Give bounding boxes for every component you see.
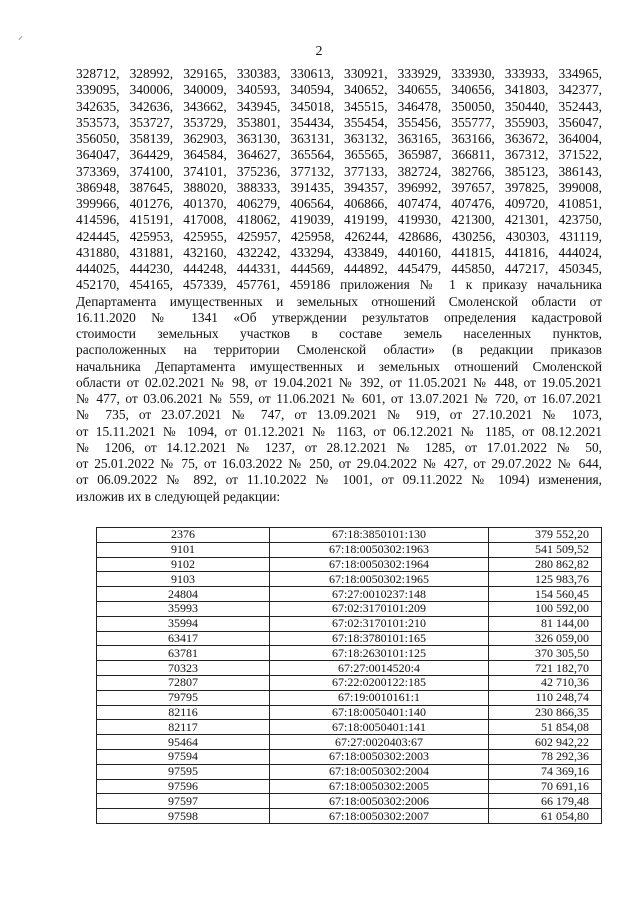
row-number-cell: 97596: [97, 779, 270, 794]
cadastral-value-cell: 110 248,74: [489, 690, 602, 705]
row-number-cell: 9101: [97, 542, 270, 557]
document-body-text: [76, 66, 602, 505]
cadastral-value-cell: 81 144,00: [489, 616, 602, 631]
cadastral-value-cell: 70 691,16: [489, 779, 602, 794]
cadastral-value-cell: 230 866,35: [489, 705, 602, 720]
table-row: [97, 646, 602, 661]
cadastral-value-cell: 154 560,45: [489, 587, 602, 602]
cadastral-number-cell: 67:02:3170101:209: [270, 601, 489, 616]
cadastral-number-cell: 67:27:0014520:4: [270, 661, 489, 676]
cadastral-number-cell: 67:18:0050302:1965: [270, 572, 489, 587]
body-text-line: 364047, 364429, 364584, 364627, 365564, 365565, 365987, 366811, 367312, 371522,: [76, 147, 602, 163]
row-number-cell: 95464: [97, 735, 270, 750]
cadastral-number-cell: 67:27:0010237:148: [270, 587, 489, 602]
row-number-cell: 82117: [97, 720, 270, 735]
table-row: [97, 616, 602, 631]
body-text-line: области от 02.02.2021 № 98, от 19.04.2021 № 392, от 11.05.2021 № 448, от 19.05.2021: [76, 374, 602, 390]
table-row: [97, 631, 602, 646]
cadastral-value-cell: 602 942,22: [489, 735, 602, 750]
body-text-line: 339095, 340006, 340009, 340593, 340594, 340652, 340655, 340656, 341803, 342377,: [76, 82, 602, 98]
body-text-line: 342635, 342636, 343662, 343945, 345018, 345515, 346478, 350050, 350440, 352443,: [76, 98, 602, 114]
cadastral-number-cell: 67:18:0050302:2006: [270, 794, 489, 809]
body-text-line: Департамента имущественных и земельных отношений Смоленской области от: [76, 293, 602, 309]
body-text-line: 373369, 374100, 374101, 375236, 377132, 377133, 382724, 382766, 385123, 386143,: [76, 163, 602, 179]
row-number-cell: 63781: [97, 646, 270, 661]
row-number-cell: 70323: [97, 661, 270, 676]
table-row: [97, 749, 602, 764]
cadastral-number-cell: 67:22:0200122:185: [270, 675, 489, 690]
body-text-line: 452170, 454165, 457339, 457761, 459186 приложения № 1 к приказу начальника: [76, 277, 602, 293]
table-row: [97, 661, 602, 676]
table-row: [97, 528, 602, 543]
row-number-cell: 35994: [97, 616, 270, 631]
table-row: [97, 675, 602, 690]
table-row: [97, 572, 602, 587]
body-text-line: от 06.09.2022 № 892, от 11.10.2022 № 1001, от 09.11.2022 № 1094) изменения,: [76, 472, 602, 488]
cadastral-number-cell: 67:18:0050302:2005: [270, 779, 489, 794]
table-row: [97, 601, 602, 616]
row-number-cell: 24804: [97, 587, 270, 602]
cadastral-number-cell: 67:18:2630101:125: [270, 646, 489, 661]
table-row: [97, 809, 602, 824]
row-number-cell: 79795: [97, 690, 270, 705]
cadastral-value-table: [96, 527, 602, 824]
cadastral-number-cell: 67:27:0020403:67: [270, 735, 489, 750]
cadastral-value-cell: 370 305,50: [489, 646, 602, 661]
cadastral-number-cell: 67:18:0050302:2007: [270, 809, 489, 824]
row-number-cell: 97595: [97, 764, 270, 779]
body-text-line: начальника Департамента имущественных и земельных отношений Смоленской: [76, 358, 602, 374]
cadastral-number-cell: 67:18:0050302:1964: [270, 557, 489, 572]
body-text-line: от 15.11.2021 № 1094, от 01.12.2021 № 1163, от 06.12.2021 № 1185, от 08.12.2021: [76, 423, 602, 439]
body-text-line: 16.11.2020 № 1341 «Об утверждении результатов определения кадастровой: [76, 309, 602, 325]
row-number-cell: 97598: [97, 809, 270, 824]
cadastral-value-cell: 125 983,76: [489, 572, 602, 587]
row-number-cell: 97597: [97, 794, 270, 809]
body-text-line: № 735, от 23.07.2021 № 747, от 13.09.2021 № 919, от 27.10.2021 № 1073,: [76, 407, 602, 423]
table-row: [97, 720, 602, 735]
cadastral-value-cell: 379 552,20: [489, 528, 602, 543]
cadastral-number-cell: 67:02:3170101:210: [270, 616, 489, 631]
cadastral-value-cell: 541 509,52: [489, 542, 602, 557]
table-row: [97, 735, 602, 750]
body-text-line: 431880, 431881, 432160, 432242, 433294, 433849, 440160, 441815, 441816, 444024,: [76, 244, 602, 260]
row-number-cell: 82116: [97, 705, 270, 720]
cadastral-number-cell: 67:18:3850101:130: [270, 528, 489, 543]
row-number-cell: 2376: [97, 528, 270, 543]
table-row: [97, 794, 602, 809]
table-row: [97, 764, 602, 779]
cadastral-number-cell: 67:18:0050302:1963: [270, 542, 489, 557]
body-text-line: № 1206, от 14.12.2021 № 1237, от 28.12.2021 № 1285, от 17.01.2022 № 50,: [76, 439, 602, 455]
body-text-line: 328712, 328992, 329165, 330383, 330613, 330921, 333929, 333930, 333933, 334965,: [76, 66, 602, 81]
cadastral-value-cell: 74 369,16: [489, 764, 602, 779]
cadastral-value-cell: 66 179,48: [489, 794, 602, 809]
cadastral-value-cell: 42 710,36: [489, 675, 602, 690]
cadastral-number-cell: 67:18:0050401:140: [270, 705, 489, 720]
body-text-line: от 25.01.2022 № 75, от 16.03.2022 № 250, от 29.04.2022 № 427, от 29.07.2022 № 644,: [76, 456, 602, 471]
page-number: 2: [315, 44, 323, 59]
body-text-line: 356050, 358139, 362903, 363130, 363131, 363132, 363165, 363166, 363672, 364004,: [76, 131, 602, 146]
body-text-line: 424445, 425953, 425955, 425957, 425958, 426244, 428686, 430256, 430303, 431119,: [76, 228, 602, 244]
body-text-line: 353573, 353727, 353729, 353801, 354434, 355454, 355456, 355777, 355903, 356047,: [76, 114, 602, 130]
cadastral-value-cell: 280 862,82: [489, 557, 602, 572]
cadastral-value-cell: 100 592,00: [489, 601, 602, 616]
body-text-line: 444025, 444230, 444248, 444331, 444569, 444892, 445479, 445850, 447217, 450345,: [76, 261, 602, 276]
table-row: [97, 587, 602, 602]
cadastral-number-cell: 67:18:3780101:165: [270, 631, 489, 646]
body-text-line: стоимости земельных участков в составе земель населенных пунктов,: [76, 326, 602, 341]
cadastral-value-cell: 78 292,36: [489, 749, 602, 764]
row-number-cell: 9102: [97, 557, 270, 572]
body-text-line: 399966, 401276, 401370, 406279, 406564, 406866, 407474, 407476, 409720, 410851,: [76, 196, 602, 211]
body-text-line: № 477, от 03.06.2021 № 559, от 11.06.2021 № 601, от 13.07.2021 № 720, от 16.07.2021: [76, 391, 602, 406]
row-number-cell: 97594: [97, 749, 270, 764]
cadastral-number-cell: 67:18:0050302:2003: [270, 749, 489, 764]
table-row: [97, 557, 602, 572]
cadastral-number-cell: 67:19:0010161:1: [270, 690, 489, 705]
row-number-cell: 72807: [97, 675, 270, 690]
body-text-line: изложив их в следующей редакции:: [76, 488, 281, 504]
body-text-line: расположенных на территории Смоленской области» (в редакции приказов: [76, 342, 602, 358]
row-number-cell: 9103: [97, 572, 270, 587]
body-text-line: 386948, 387645, 388020, 388333, 391435, 394357, 396992, 397657, 397825, 399008,: [76, 179, 602, 195]
cadastral-number-cell: 67:18:0050401:141: [270, 720, 489, 735]
cadastral-value-cell: 721 182,70: [489, 661, 602, 676]
table-row: [97, 542, 602, 557]
table-row: [97, 705, 602, 720]
body-text-line: 414596, 415191, 417008, 418062, 419039, 419199, 419930, 421300, 421301, 423750,: [76, 212, 602, 228]
cadastral-value-cell: 51 854,08: [489, 720, 602, 735]
scan-corner-mark: ⸝: [18, 31, 23, 42]
cadastral-value-cell: 61 054,80: [489, 809, 602, 824]
table-row: [97, 779, 602, 794]
table-row: [97, 690, 602, 705]
row-number-cell: 63417: [97, 631, 270, 646]
row-number-cell: 35993: [97, 601, 270, 616]
cadastral-value-cell: 326 059,00: [489, 631, 602, 646]
cadastral-number-cell: 67:18:0050302:2004: [270, 764, 489, 779]
